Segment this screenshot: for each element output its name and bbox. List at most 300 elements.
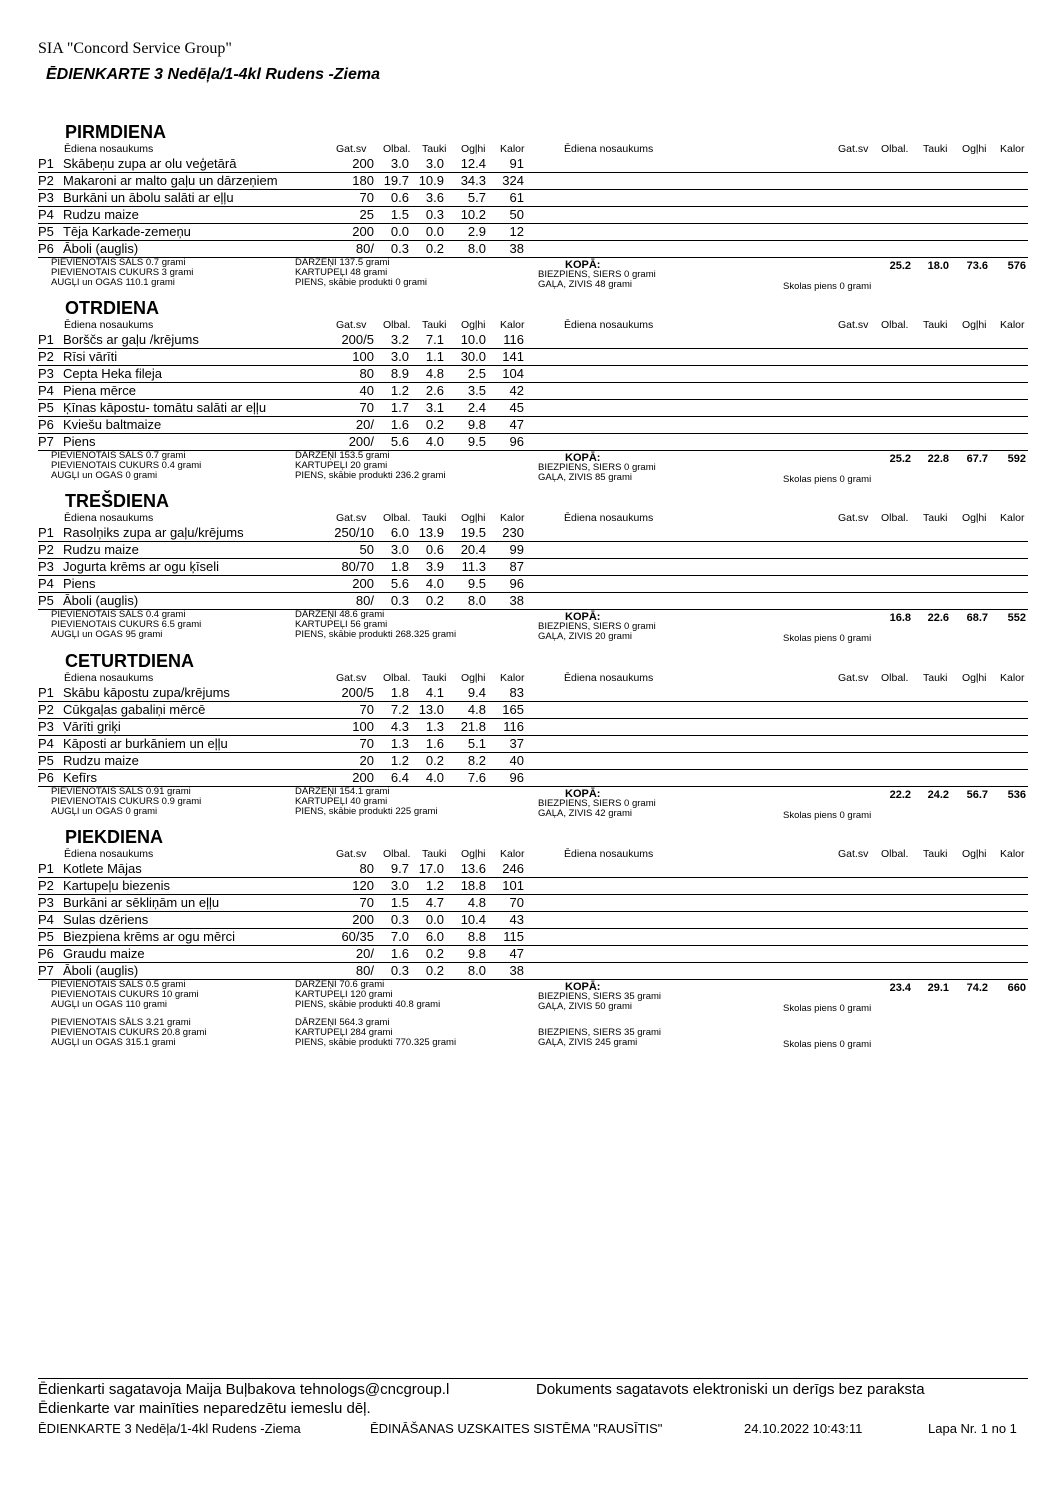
kopa-label: KOPĀ:: [565, 788, 601, 800]
grand-sals: PIEVIENOTAIS SĀLS 3.21 grami: [51, 1017, 191, 1028]
dish-gat: 200/5: [341, 685, 374, 700]
dish-tauki: 3.6: [425, 190, 444, 205]
dish-code: P4: [38, 576, 54, 591]
header-olb-right: Olbal.: [881, 672, 909, 684]
summary-darzeni: DĀRZEŅI 137.5 grami: [295, 257, 390, 268]
column-header: [38, 143, 1028, 155]
footer-page: Lapa Nr. 1 no 1: [928, 1421, 1017, 1436]
dish-ogl: 7.6: [467, 770, 486, 785]
dish-ogl: 10.4: [460, 912, 486, 927]
dish-tauki: 1.3: [425, 719, 444, 734]
dish-gat: 25: [359, 207, 374, 222]
dish-ogl: 8.0: [467, 593, 486, 608]
dish-olb: 1.3: [390, 736, 409, 751]
menu-row: [38, 718, 1028, 736]
day-name: TREŠDIENA: [65, 491, 170, 511]
dish-ogl: 3.5: [467, 383, 486, 398]
total-tauki: 29.1: [927, 982, 949, 994]
dish-olb: 0.0: [390, 224, 409, 239]
column-header: [38, 672, 1028, 684]
dish-ogl: 9.5: [467, 434, 486, 449]
dish-code: P5: [38, 400, 54, 415]
dish-gat: 80/70: [341, 559, 374, 574]
header-tauki: Tauki: [422, 848, 447, 860]
total-ogl: 67.7: [966, 453, 988, 465]
dish-code: P1: [38, 861, 54, 876]
header-tauki: Tauki: [422, 512, 447, 524]
menu-row: [38, 928, 1028, 946]
dish-ogl: 9.4: [467, 685, 486, 700]
summary-augli: AUGĻI un OGAS 95 grami: [51, 629, 163, 640]
week-summary: [38, 1018, 1028, 1052]
header-ogl-right: Ogļhi: [962, 143, 987, 155]
dish-code: P2: [38, 702, 54, 717]
dish-tauki: 0.2: [425, 241, 444, 256]
dish-kal: 83: [509, 685, 524, 700]
dish-gat: 20/: [355, 417, 374, 432]
dish-olb: 1.8: [390, 559, 409, 574]
dish-olb: 8.9: [390, 366, 409, 381]
kopa-label: KOPĀ:: [565, 452, 601, 464]
total-kal: 536: [1007, 789, 1026, 801]
dish-gat: 40: [359, 383, 374, 398]
column-header: [38, 848, 1028, 860]
summary-cukurs: PIEVIENOTAIS CUKURS 0.9 grami: [51, 796, 202, 807]
dish-ogl: 30.0: [460, 349, 486, 364]
grand-biezpiens: BIEZPIENS, SIERS 35 grami: [538, 1027, 662, 1038]
dish-gat: 80/: [355, 593, 374, 608]
header-gat: Gat.sv: [336, 143, 367, 155]
dish-ogl: 4.8: [467, 702, 486, 717]
dish-name: Makaroni ar malto gaļu un dārzeņiem: [63, 173, 278, 188]
total-tauki: 24.2: [927, 789, 949, 801]
dish-olb: 3.2: [390, 332, 409, 347]
dish-code: P6: [38, 770, 54, 785]
header-gat-right: Gat.sv: [838, 143, 869, 155]
dish-tauki: 2.6: [425, 383, 444, 398]
header-ogl: Ogļhi: [461, 143, 486, 155]
dish-kal: 47: [509, 946, 524, 961]
dish-gat: 70: [359, 400, 374, 415]
header-ogl: Ogļhi: [461, 848, 486, 860]
dish-kal: 116: [503, 332, 524, 347]
dish-gat: 200: [352, 156, 374, 171]
dish-tauki: 13.0: [418, 702, 444, 717]
dish-kal: 96: [509, 434, 524, 449]
summary-piens: PIENS, skābie produkti 268.325 grami: [295, 629, 457, 640]
dish-kal: 230: [502, 525, 524, 540]
grand-augli: AUGĻI un OGAS 315.1 grami: [51, 1037, 176, 1048]
summary-augli: AUGĻI un OGAS 0 grami: [51, 470, 158, 481]
day-name: CETURTDIENA: [65, 651, 194, 671]
dish-olb: 1.5: [390, 207, 409, 222]
header-ogl-right: Ogļhi: [962, 319, 987, 331]
dish-name: Borščs ar gaļu /krējums: [63, 332, 199, 347]
dish-code: P5: [38, 224, 54, 239]
dish-code: P6: [38, 241, 54, 256]
dish-olb: 1.2: [390, 753, 409, 768]
dish-name: Āboli (auglis): [63, 963, 139, 978]
dish-gat: 80: [359, 861, 374, 876]
dish-kal: 246: [502, 861, 524, 876]
dish-gat: 70: [359, 702, 374, 717]
total-ogl: 56.7: [966, 789, 988, 801]
dish-ogl: 10.0: [460, 332, 486, 347]
dish-gat: 200: [352, 224, 374, 239]
dish-code: P3: [38, 190, 54, 205]
dish-gat: 50: [359, 542, 374, 557]
dish-tauki: 4.8: [425, 366, 444, 381]
dish-kal: 47: [509, 417, 524, 432]
header-ogl-right: Ogļhi: [962, 848, 987, 860]
dish-tauki: 17.0: [418, 861, 444, 876]
dish-name: Āboli (auglis): [63, 593, 139, 608]
footer: [38, 1378, 1028, 1436]
day-summary: [38, 610, 1028, 644]
dish-tauki: 1.6: [425, 736, 444, 751]
footer-prepared: Ēdienkarti sagatavoja Maija Buļbakova tehnologs@cncgroup.l: [38, 1381, 450, 1398]
dish-olb: 7.0: [390, 929, 409, 944]
summary-darzeni: DĀRZEŅI 153.5 grami: [295, 450, 390, 461]
dish-code: P7: [38, 963, 54, 978]
summary-darzeni: DĀRZEŅI 70.6 grami: [295, 979, 385, 990]
header-kal-right: Kalor: [1000, 143, 1025, 155]
dish-gat: 200: [352, 576, 374, 591]
total-kal: 660: [1007, 982, 1026, 994]
header-name-right: Ēdiena nosaukums: [564, 848, 654, 860]
dish-name: Burkāni un ābolu salāti ar eļļu: [63, 190, 234, 205]
dish-name: Kotlete Mājas: [63, 861, 142, 876]
dish-gat: 70: [359, 736, 374, 751]
dish-kal: 38: [509, 593, 524, 608]
header-olb-right: Olbal.: [881, 512, 909, 524]
header-name: Ēdiena nosaukums: [64, 143, 154, 155]
dish-name: Kartupeļu biezenis: [63, 878, 170, 893]
menu-row: [38, 189, 1028, 207]
dish-gat: 80: [359, 366, 374, 381]
dish-olb: 5.6: [390, 434, 409, 449]
summary-skolas: Skolas piens 0 grami: [783, 281, 872, 292]
kopa-label: KOPĀ:: [565, 611, 601, 623]
dish-tauki: 0.2: [425, 946, 444, 961]
dish-kal: 104: [502, 366, 524, 381]
header-olb-right: Olbal.: [881, 143, 909, 155]
menu-row: [38, 524, 1028, 542]
dish-gat: 180: [352, 173, 374, 188]
dish-olb: 3.0: [390, 349, 409, 364]
dish-ogl: 8.8: [467, 929, 486, 944]
dish-name: Cūkgaļas gabaliņi mērcē: [63, 702, 206, 717]
dish-ogl: 9.8: [467, 417, 486, 432]
header-ogl: Ogļhi: [461, 319, 486, 331]
dish-code: P1: [38, 685, 54, 700]
dish-ogl: 20.4: [460, 542, 486, 557]
summary-biezpiens: BIEZPIENS, SIERS 0 grami: [538, 621, 656, 632]
dish-ogl: 12.4: [460, 156, 486, 171]
summary-biezpiens: BIEZPIENS, SIERS 35 grami: [538, 991, 662, 1002]
dish-olb: 3.0: [390, 542, 409, 557]
grand-cukurs: PIEVIENOTAIS CUKURS 20.8 grami: [51, 1027, 207, 1038]
dish-code: P2: [38, 542, 54, 557]
dish-name: Piena mērce: [63, 383, 136, 398]
dish-gat: 200: [352, 912, 374, 927]
dish-kal: 50: [509, 207, 524, 222]
header-name: Ēdiena nosaukums: [64, 848, 154, 860]
menu-row: [38, 752, 1028, 770]
total-ogl: 74.2: [966, 982, 988, 994]
header-kal: Kalor: [500, 512, 525, 524]
summary-piens: PIENS, skābie produkti 236.2 grami: [295, 470, 446, 481]
dish-kal: 99: [509, 542, 524, 557]
dish-kal: 91: [509, 156, 524, 171]
dish-ogl: 13.6: [460, 861, 486, 876]
dish-tauki: 0.2: [425, 963, 444, 978]
menu-row: [38, 331, 1028, 349]
dish-gat: 100: [352, 349, 374, 364]
summary-piens: PIENS, skābie produkti 40.8 grami: [295, 999, 441, 1010]
dish-olb: 6.0: [390, 525, 409, 540]
dish-kal: 101: [502, 878, 524, 893]
dish-code: P2: [38, 878, 54, 893]
summary-gala: GAĻA, ZIVIS 50 grami: [538, 1001, 632, 1012]
total-olb: 16.8: [889, 612, 911, 624]
summary-biezpiens: BIEZPIENS, SIERS 0 grami: [538, 798, 656, 809]
summary-kartupeli: KARTUPEĻI 20 grami: [295, 460, 388, 471]
dish-ogl: 8.0: [467, 241, 486, 256]
header-gat: Gat.sv: [336, 512, 367, 524]
dish-code: P3: [38, 895, 54, 910]
dish-ogl: 2.4: [467, 400, 486, 415]
menu-row: [38, 701, 1028, 719]
header-gat-right: Gat.sv: [838, 848, 869, 860]
header-ogl: Ogļhi: [461, 512, 486, 524]
total-olb: 23.4: [889, 982, 911, 994]
dish-ogl: 9.8: [467, 946, 486, 961]
dish-name: Rudzu maize: [63, 753, 139, 768]
header-tauki-right: Tauki: [923, 143, 948, 155]
dish-gat: 80/: [355, 241, 374, 256]
header-name: Ēdiena nosaukums: [64, 672, 154, 684]
dish-kal: 43: [509, 912, 524, 927]
dish-name: Piens: [63, 576, 96, 591]
summary-cukurs: PIEVIENOTAIS CUKURS 0.4 grami: [51, 460, 202, 471]
menu-row: [38, 877, 1028, 895]
header-tauki: Tauki: [422, 672, 447, 684]
dish-tauki: 10.9: [418, 173, 444, 188]
dish-code: P4: [38, 207, 54, 222]
day-summary: [38, 787, 1028, 821]
dish-tauki: 1.2: [425, 878, 444, 893]
footer-electronic: Dokuments sagatavots elektroniski un derīgs bez paraksta: [536, 1381, 925, 1398]
header-gat-right: Gat.sv: [838, 672, 869, 684]
dish-gat: 70: [359, 190, 374, 205]
dish-tauki: 0.3: [425, 207, 444, 222]
dish-tauki: 4.0: [425, 434, 444, 449]
menu-row: [38, 223, 1028, 241]
menu-row: [38, 684, 1028, 702]
footer-date: 24.10.2022 10:43:11: [744, 1421, 863, 1436]
menu-row: [38, 433, 1028, 451]
dish-gat: 250/10: [334, 525, 374, 540]
dish-kal: 70: [509, 895, 524, 910]
menu-row: [38, 365, 1028, 383]
menu-row: [38, 416, 1028, 434]
dish-olb: 1.6: [390, 946, 409, 961]
summary-augli: AUGĻI un OGAS 110 grami: [51, 999, 167, 1010]
kopa-label: KOPĀ:: [565, 981, 601, 993]
dish-name: Graudu maize: [63, 946, 145, 961]
header-tauki-right: Tauki: [923, 512, 948, 524]
page-title: ĒDIENKARTE 3 Nedēļa/1-4kl Rudens -Ziema: [46, 66, 381, 83]
day-name: PIEKDIENA: [65, 827, 164, 847]
dish-olb: 3.0: [390, 878, 409, 893]
dish-ogl: 2.5: [467, 366, 486, 381]
dish-name: Kviešu baltmaize: [63, 417, 162, 432]
column-header: [38, 319, 1028, 331]
dish-name: Rudzu maize: [63, 207, 139, 222]
dish-ogl: 9.5: [467, 576, 486, 591]
dish-gat: 200: [352, 770, 374, 785]
menu-row: [38, 769, 1028, 787]
dish-code: P5: [38, 929, 54, 944]
header-tauki-right: Tauki: [923, 319, 948, 331]
header-kal: Kalor: [500, 848, 525, 860]
dish-kal: 165: [502, 702, 524, 717]
header-gat: Gat.sv: [336, 848, 367, 860]
summary-skolas: Skolas piens 0 grami: [783, 474, 872, 485]
header-kal-right: Kalor: [1000, 848, 1025, 860]
total-ogl: 68.7: [966, 612, 988, 624]
dish-ogl: 10.2: [460, 207, 486, 222]
dish-name: Rudzu maize: [63, 542, 139, 557]
menu-row: [38, 348, 1028, 366]
dish-tauki: 3.0: [425, 156, 444, 171]
dish-ogl: 8.0: [467, 963, 486, 978]
dish-name: Cepta Heka fileja: [63, 366, 162, 381]
menu-row: [38, 860, 1028, 878]
dish-kal: 324: [502, 173, 524, 188]
footer-system: ĒDINĀŠANAS UZSKAITES SISTĒMA "RAUSĪTIS": [370, 1421, 663, 1436]
total-tauki: 22.8: [927, 453, 949, 465]
header-name-right: Ēdiena nosaukums: [564, 672, 654, 684]
header-ogl: Ogļhi: [461, 672, 486, 684]
dish-name: Ķīnas kāpostu- tomātu salāti ar eļļu: [63, 400, 267, 415]
header-gat: Gat.sv: [336, 319, 367, 331]
dish-name: Kāposti ar burkāniem un eļļu: [63, 736, 228, 751]
menu-row: [38, 382, 1028, 400]
dish-tauki: 3.1: [425, 400, 444, 415]
dish-tauki: 3.9: [425, 559, 444, 574]
header-tauki: Tauki: [422, 319, 447, 331]
summary-gala: GAĻA, ZIVIS 20 grami: [538, 631, 632, 642]
summary-piens: PIENS, skābie produkti 0 grami: [295, 277, 428, 288]
menu-row: [38, 172, 1028, 190]
summary-sals: PIEVIENOTAIS SĀLS 0.7 grami: [51, 257, 186, 268]
kopa-label: KOPĀ:: [565, 259, 601, 271]
summary-biezpiens: BIEZPIENS, SIERS 0 grami: [538, 462, 656, 473]
summary-cukurs: PIEVIENOTAIS CUKURS 6.5 grami: [51, 619, 202, 630]
dish-kal: 38: [509, 241, 524, 256]
dish-ogl: 11.3: [461, 559, 486, 574]
dish-olb: 3.0: [390, 156, 409, 171]
header-tauki-right: Tauki: [923, 848, 948, 860]
total-kal: 592: [1007, 453, 1026, 465]
dish-gat: 80/: [355, 963, 374, 978]
dish-name: Piens: [63, 434, 96, 449]
dish-tauki: 13.9: [418, 525, 444, 540]
summary-skolas: Skolas piens 0 grami: [783, 633, 872, 644]
dish-kal: 61: [509, 190, 524, 205]
dish-olb: 1.6: [390, 417, 409, 432]
dish-code: P6: [38, 946, 54, 961]
dish-code: P6: [38, 417, 54, 432]
header-gat-right: Gat.sv: [838, 319, 869, 331]
dish-name: Kefīrs: [63, 770, 97, 785]
dish-kal: 96: [509, 576, 524, 591]
summary-augli: AUGĻI un OGAS 110.1 grami: [51, 277, 175, 288]
menu-row: [38, 911, 1028, 929]
total-olb: 25.2: [889, 453, 911, 465]
dish-olb: 1.8: [390, 685, 409, 700]
dish-olb: 4.3: [390, 719, 409, 734]
total-ogl: 73.6: [966, 260, 988, 272]
header-kal-right: Kalor: [1000, 672, 1025, 684]
dish-tauki: 4.0: [425, 770, 444, 785]
summary-kartupeli: KARTUPEĻI 48 grami: [295, 267, 388, 278]
summary-sals: PIEVIENOTAIS SĀLS 0.91 grami: [51, 786, 191, 797]
menu-row: [38, 206, 1028, 224]
dish-kal: 42: [509, 383, 524, 398]
dish-olb: 5.6: [390, 576, 409, 591]
total-tauki: 22.6: [927, 612, 949, 624]
summary-gala: GAĻA, ZIVIS 85 grami: [538, 472, 632, 483]
menu-row: [38, 592, 1028, 610]
summary-augli: AUGĻI un OGAS 0 grami: [51, 806, 158, 817]
header-name: Ēdiena nosaukums: [64, 319, 154, 331]
dish-ogl: 2.9: [467, 224, 486, 239]
dish-code: P1: [38, 156, 54, 171]
dish-olb: 1.2: [390, 383, 409, 398]
summary-kartupeli: KARTUPEĻI 120 grami: [295, 989, 393, 1000]
menu-row: [38, 558, 1028, 576]
dish-ogl: 4.8: [467, 895, 486, 910]
dish-gat: 200/5: [341, 332, 374, 347]
header-tauki-right: Tauki: [923, 672, 948, 684]
header-olb: Olbal.: [383, 143, 411, 155]
dish-code: P2: [38, 349, 54, 364]
day-name: OTRDIENA: [65, 298, 159, 318]
dish-tauki: 7.1: [425, 332, 444, 347]
menu-row: [38, 962, 1028, 980]
header-kal: Kalor: [500, 319, 525, 331]
dish-gat: 120: [352, 878, 374, 893]
summary-sals: PIEVIENOTAIS SĀLS 0.7 grami: [51, 450, 186, 461]
grand-kartupeli: KARTUPEĻI 284 grami: [295, 1027, 393, 1038]
header-ogl-right: Ogļhi: [962, 512, 987, 524]
dish-ogl: 34.3: [460, 173, 486, 188]
dish-name: Āboli (auglis): [63, 241, 139, 256]
summary-darzeni: DĀRZEŅI 154.1 grami: [295, 786, 390, 797]
dish-tauki: 1.1: [425, 349, 444, 364]
header-olb: Olbal.: [383, 848, 411, 860]
summary-skolas: Skolas piens 0 grami: [783, 810, 872, 821]
grand-gala: GAĻA, ZIVIS 245 grami: [538, 1037, 638, 1048]
dish-kal: 115: [503, 929, 524, 944]
dish-name: Rasolņiks zupa ar gaļu/krējums: [63, 525, 244, 540]
dish-gat: 60/35: [341, 929, 374, 944]
dish-tauki: 4.1: [425, 685, 444, 700]
summary-cukurs: PIEVIENOTAIS CUKURS 10 grami: [51, 989, 199, 1000]
